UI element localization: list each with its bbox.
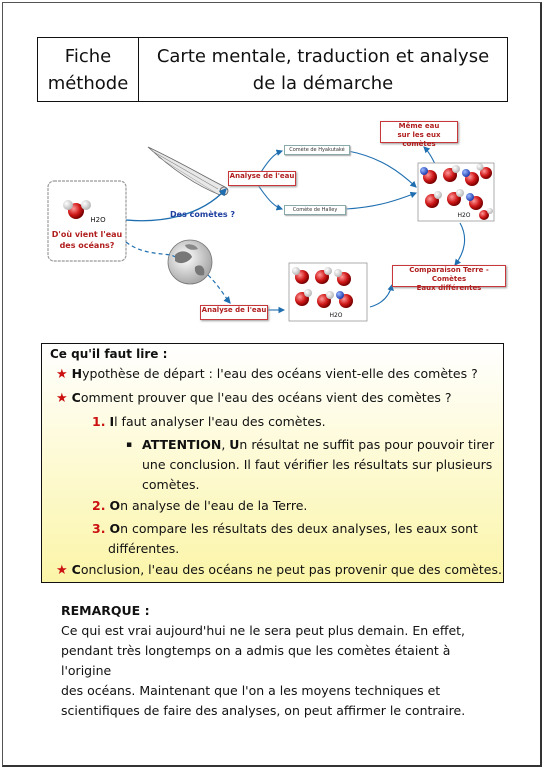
how-initial: C [71,390,81,405]
step-3-line1: n compare les résultats des deux analyses, les eaux sont [120,521,478,536]
halley-box: Comète de Halley [284,205,346,215]
reading-box-title: Ce qu'il faut lire : [50,347,168,361]
remark-line1: Ce qui est vrai aujourd'hui ne le sera peut plus demain. En effet, [61,623,466,638]
comparison-box [392,265,506,292]
comet-icon [148,147,228,195]
fiche-methode-cell [38,38,139,101]
same-water-line2: sur les eux comètes [397,131,441,148]
step-3-initial: O [109,521,121,536]
remark-title: REMARQUE : [61,603,150,618]
attention-line1: n résultat ne suffit pas pour pouvoir tirer [239,437,495,452]
arrow-to-halley [258,185,282,209]
attention-initial: U [229,437,240,452]
star-bullet-icon: ★ [56,563,68,578]
step-2 [92,496,307,516]
page-title [139,38,507,101]
conclusion-initial: C [71,562,81,577]
arrow-to-comparison [455,223,465,265]
how-text: omment prouver que l'eau des océans vient des comètes ? [80,390,452,405]
comparison-line1: Comparaison Terre - Comètes [409,266,489,283]
star-bullet-icon: ★ [56,391,68,406]
page [2,2,542,767]
how-item [56,388,452,409]
arrow-earth-molecules-to-comparison [370,285,392,307]
hyakutake-box: Comète de Hyakutaké [284,145,350,155]
step-2-initial: O [109,498,121,513]
comparison-line2: Eaux différentes [416,284,482,292]
step-1-text: l faut analyser l'eau des comètes. [114,414,326,429]
step-1 [92,412,326,432]
dashed-arrow-to-globe [126,242,175,257]
earth-water-analysis-box: Analyse de l'eau [200,305,268,320]
remark-line2: pendant très longtemps on a admis que les comètes étaient à l'origine [61,643,451,678]
step-3-number: 3. [92,521,106,536]
remark-section [61,601,501,721]
header-left-line2: méthode [47,72,129,94]
water-formula-earth: H2O [329,312,343,319]
attention-line2: une conclusion. Il faut vérifier les résultats sur plusieurs [142,457,493,472]
attention-word: ATTENTION [142,437,222,452]
star-bullet-icon: ★ [56,367,68,382]
step-2-number: 2. [92,498,106,513]
step-3 [92,519,497,559]
remark-line4: scientifiques de faire des analyses, on peut affirmer le contraire. [61,703,466,718]
header-right-line1: Carte mentale, traduction et analyse [156,45,490,67]
water-formula-start: H2O [90,216,106,224]
remark-line3: des océans. Maintenant que l'on a les moyens techniques et [61,683,441,698]
comet-water-analysis-box: Analyse de l'eau [228,171,296,186]
hypothesis-text: ypothèse de départ : l'eau des océans vient-elle des comètes ? [82,366,478,381]
dashed-arrow-to-earth-analysis [208,275,230,303]
conclusion-item [56,560,502,581]
header-table [37,37,508,102]
square-bullet-icon: ▪ [126,440,133,450]
attention-line3: comètes. [142,477,200,492]
start-label-line2: des océans? [59,241,115,250]
arrow-hyakutake-to-molecules [348,151,416,187]
mind-map-diagram [40,117,508,329]
start-label-line1: D'où vient l'eau [51,230,123,239]
step-3-line2: différentes. [108,541,180,556]
water-formula-comets: H2O [457,212,471,219]
comets-question-label: Des comètes ? [170,210,236,219]
arrow-halley-to-molecules [346,193,416,209]
hypothesis-initial: H [71,366,83,381]
step-1-initial: I [109,414,115,429]
header-right-line2: de la démarche [252,72,394,94]
step-2-text: n analyse de l'eau de la Terre. [120,498,308,513]
reading-box [41,343,504,583]
globe-icon [168,240,212,284]
attention-item: ▪ ATTENTION, Un résultat ne suffit pas pour pouvoir tirer une conclusion. Il faut vérifier les résultats sur plusieurs comètes. [126,437,495,492]
hypothesis-item [56,364,478,385]
same-water-line1: Même eau [398,122,440,130]
same-water-box [380,121,458,148]
step-1-number: 1. [92,414,106,429]
header-left-line1: Fiche [64,45,112,67]
conclusion-text: onclusion, l'eau des océans ne peut pas provenir que des comètes. [80,562,502,577]
